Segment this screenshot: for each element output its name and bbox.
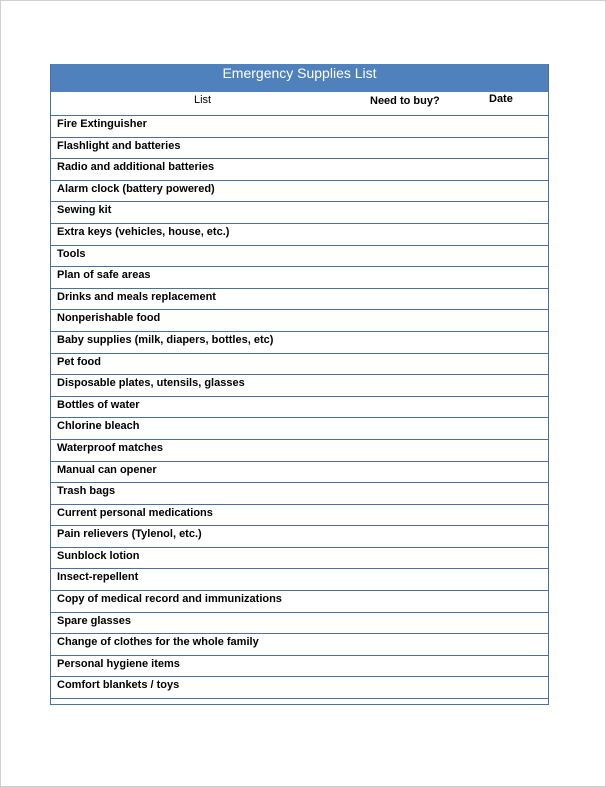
table-row: Chlorine bleach — [51, 418, 548, 440]
column-header-need-to-buy: Need to buy? — [370, 95, 440, 107]
table-row: Waterproof matches — [51, 440, 548, 462]
table-row: Pain relievers (Tylenol, etc.) — [51, 526, 548, 548]
table-row: Sewing kit — [51, 202, 548, 224]
table-row: Trash bags — [51, 483, 548, 505]
table-row: Plan of safe areas — [51, 267, 548, 289]
table-row: Sunblock lotion — [51, 548, 548, 570]
table-row: Nonperishable food — [51, 310, 548, 332]
table-row: Baby supplies (milk, diapers, bottles, etc) — [51, 332, 548, 354]
table-row: Current personal medications — [51, 505, 548, 527]
table-header-row — [51, 92, 548, 116]
table-row: Bottles of water — [51, 397, 548, 419]
table-row: Tools — [51, 246, 548, 268]
table-row: Copy of medical record and immunizations — [51, 591, 548, 613]
column-header-date: Date — [489, 93, 513, 105]
table-row: Disposable plates, utensils, glasses — [51, 375, 548, 397]
table-row: Flashlight and batteries — [51, 138, 548, 160]
table-row: Pet food — [51, 354, 548, 376]
table-row: Alarm clock (battery powered) — [51, 181, 548, 203]
table-row: Spare glasses — [51, 613, 548, 635]
table-row: Personal hygiene items — [51, 656, 548, 678]
table-row: Radio and additional batteries — [51, 159, 548, 181]
table-title: Emergency Supplies List — [51, 64, 548, 92]
table-row: Extra keys (vehicles, house, etc.) — [51, 224, 548, 246]
table-row: Manual can opener — [51, 462, 548, 484]
table-row: Drinks and meals replacement — [51, 289, 548, 311]
table-body — [51, 116, 548, 699]
supplies-table — [50, 64, 549, 705]
table-row: Fire Extinguisher — [51, 116, 548, 138]
table-row: Comfort blankets / toys — [51, 677, 548, 699]
table-footer-spacer — [51, 699, 548, 704]
table-row: Insect-repellent — [51, 569, 548, 591]
column-header-list: List — [194, 94, 212, 106]
table-row: Change of clothes for the whole family — [51, 634, 548, 656]
